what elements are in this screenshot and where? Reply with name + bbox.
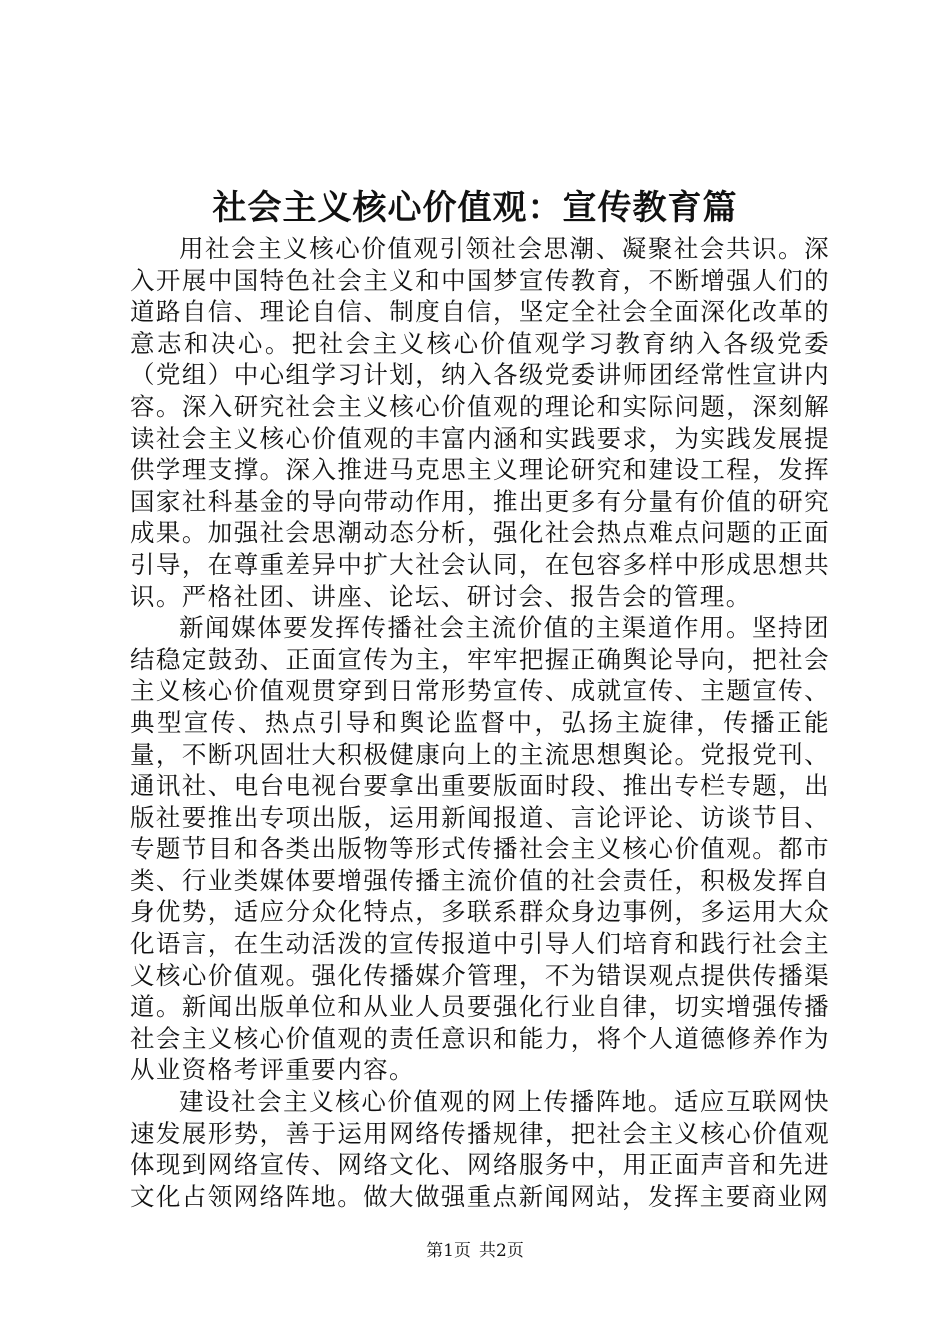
page-footer xyxy=(0,1240,950,1262)
document-title: 社会主义核心价值观：宣传教育篇 xyxy=(212,188,738,228)
paragraph: 建设社会主义核心价值观的网上传播阵地。适应互联网快速发展形势，善于运用网络传播规律，把社会主义核心价值观体现到网络宣传、网络文化、网络服务中，用正面声音和先进文化占领网络阵地。做大做强重点新闻网站，发挥主要商业网 xyxy=(130,1087,830,1211)
page-number: 第1页 xyxy=(426,1241,471,1261)
page-total: 共2页 xyxy=(479,1241,524,1261)
document-body xyxy=(130,233,830,1212)
paragraph: 新闻媒体要发挥传播社会主流价值的主渠道作用。坚持团结稳定鼓劲、正面宣传为主，牢牢把握正确舆论导向，把社会主义核心价值观贯穿到日常形势宣传、成就宣传、主题宣传、典型宣传、热点引导和舆论监督中，弘扬主旋律，传播正能量，不断巩固壮大积极健康向上的主流思想舆论。党报党刊、通讯社、电台电视台要拿出重要版面时段、推出专栏专题，出版社要推出专项出版，运用新闻报道、言论评论、访谈节目、专题节目和各类出版物等形式传播社会主义核心价值观。都市类、行业类媒体要增强传播主流价值的社会责任，积极发挥自身优势，适应分众化特点，多联系群众身边事例，多运用大众化语言，在生动活泼的宣传报道中引导人们培育和践行社会主义核心价值观。强化传播媒介管理，不为错误观点提供传播渠道。新闻出版单位和从业人员要强化行业自律，切实增强传播社会主义核心价值观的责任意识和能力，将个人道德修养作为从业资格考评重要内容。 xyxy=(130,613,830,1085)
paragraph: 用社会主义核心价值观引领社会思潮、凝聚社会共识。深入开展中国特色社会主义和中国梦宣传教育，不断增强人们的道路自信、理论自信、制度自信，坚定全社会全面深化改革的意志和决心。把社会主义核心价值观学习教育纳入各级党委（党组）中心组学习计划，纳入各级党委讲师团经常性宣讲内容。深入研究社会主义核心价值观的理论和实际问题，深刻解读社会主义核心价值观的丰富内涵和实践要求，为实践发展提供学理支撑。深入推进马克思主义理论研究和建设工程，发挥国家社科基金的导向带动作用，推出更多有分量有价值的研究成果。加强社会思潮动态分析，强化社会热点难点问题的正面引导，在尊重差异中扩大社会认同，在包容多样中形成思想共识。严格社团、讲座、论坛、研讨会、报告会的管理。 xyxy=(130,234,830,611)
